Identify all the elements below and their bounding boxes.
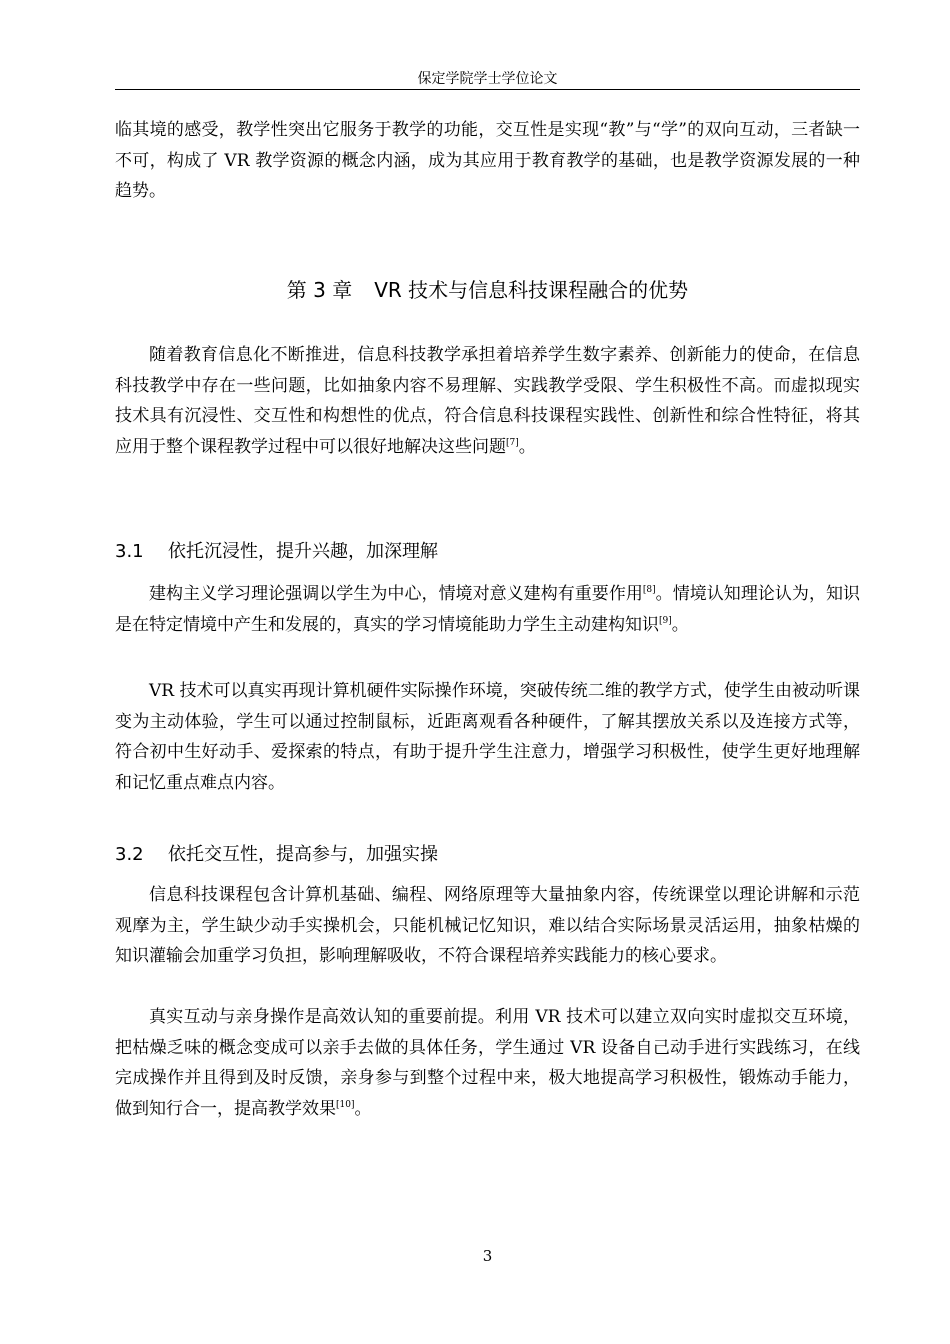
page-number xyxy=(115,1247,860,1265)
section-title-3-1: 依托沉浸性，提升兴趣，加深理解 xyxy=(168,541,438,562)
intro-paragraph-text: 临其境的感受，教学性突出它服务于教学的功能，交互性是实现“教”与“学”的双向互动，三者缺一不可，构成了 VR 教学资源的概念内涵，成为其应用于教育教学的基础，也是教学资源发展的一种趋势。 xyxy=(115,120,860,201)
paragraph-text: VR 技术可以真实再现计算机硬件实际操作环境，突破传统二维的教学方式，使学生由被动听课变为主动体验，学生可以通过控制鼠标，近距离观看各种硬件，了解其摆放关系以及连接方式等，符合初中生好动手、爱探索的特点，有助于提升学生注意力，增强学习积极性，使学生更好地理解和记忆重点难点内容。 xyxy=(115,681,860,793)
chapter-paragraph-text: 随着教育信息化不断推进，信息科技教学承担着培养学生数字素养、创新能力的使命，在信息科技教学中存在一些问题，比如抽象内容不易理解、实践教学受限、学生积极性不高。而虚拟现实技术具有沉浸性、交互性和构想性的优点，符合信息科技课程实践性、创新性和综合性特征，将其应用于整个课程教学过程中可以很好地解决这些问题 xyxy=(115,345,860,457)
page-header xyxy=(115,70,860,88)
paragraph-tail: 。 xyxy=(354,1098,372,1119)
intro-paragraph xyxy=(115,115,860,207)
paragraph-text: 建构主义学习理论强调以学生为中心，情境对意义建构有重要作用 xyxy=(149,584,643,604)
paragraph-text: 真实互动与亲身操作是高效认知的重要前提。利用 VR 技术可以建立双向实时虚拟交互环境，把枯燥乏味的概念变成可以亲手去做的具体任务，学生通过 VR 设备自己动手进行实践练习，在线完成操作并且得到及时反馈，亲身参与到整个过程中来，极大地提高学习积极性，锻炼动手能力，做到知行合一，提高教学效果 xyxy=(115,1007,860,1119)
section-number-3-2: 3.2 xyxy=(115,844,144,865)
section-3-1-paragraph-1 xyxy=(115,579,860,640)
paragraph-tail: 。 xyxy=(671,614,689,635)
chapter-paragraph xyxy=(115,340,860,462)
paragraph-text: 信息科技课程包含计算机基础、编程、网络原理等大量抽象内容，传统课堂以理论讲解和示范观摩为主，学生缺少动手实操机会，只能机械记忆知识，难以结合实际场景灵活运用，抽象枯燥的知识灌输会加重学习负担，影响理解吸收，不符合课程培养实践能力的核心要求。 xyxy=(115,885,860,966)
section-number-3-1: 3.1 xyxy=(115,541,144,562)
citation-7: [7] xyxy=(506,437,519,448)
citation-8: [8] xyxy=(642,585,656,595)
citation-9: [9] xyxy=(659,615,672,626)
citation-10: [10] xyxy=(336,1099,355,1110)
chapter-title: VR 技术与信息科技课程融合的优势 xyxy=(374,278,689,302)
chapter-paragraph-tail: 。 xyxy=(518,436,536,457)
section-title-3-2: 依托交互性，提高参与，加强实操 xyxy=(168,844,438,865)
header-rule xyxy=(115,89,860,90)
section-heading-3-1 xyxy=(115,538,860,566)
section-3-1-paragraph-2 xyxy=(115,676,860,798)
header-title: 保定学院学士学位论文 xyxy=(417,71,558,87)
chapter-heading xyxy=(115,275,860,305)
page-number-text: 3 xyxy=(482,1247,493,1265)
paragraph-text: 。情境认知理论认为，知识是在特定情境中产生和发展的，真实的学习情境能助力学生主动建构知识 xyxy=(115,584,861,635)
section-3-2-paragraph-1 xyxy=(115,880,860,972)
section-3-2-paragraph-2 xyxy=(115,1002,860,1124)
chapter-number: 第 3 章 xyxy=(286,278,353,302)
section-heading-3-2 xyxy=(115,841,860,869)
